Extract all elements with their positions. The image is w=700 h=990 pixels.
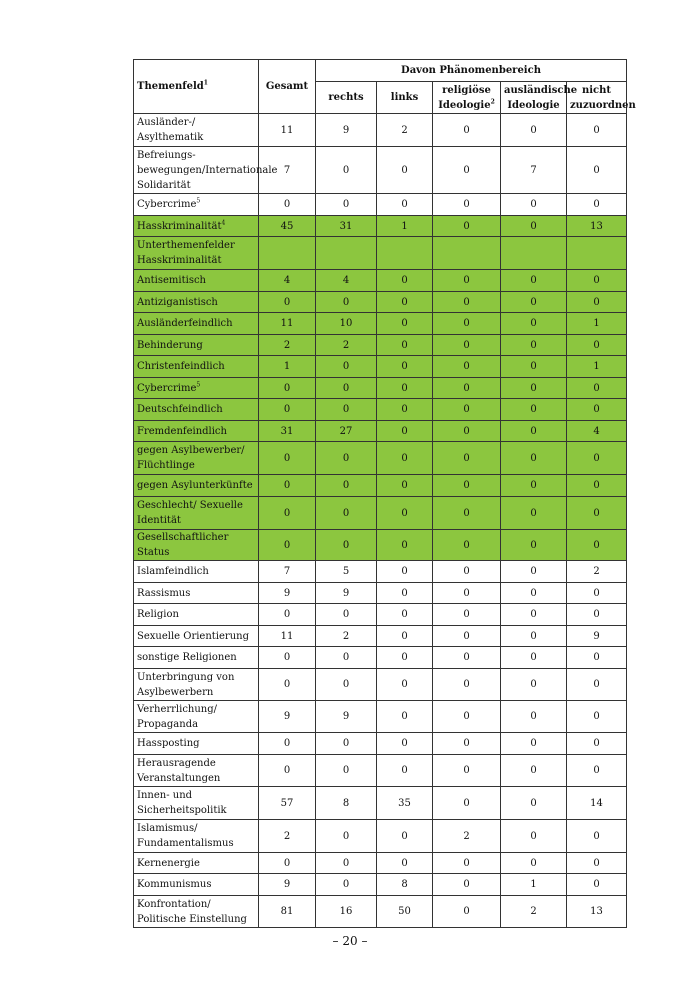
row-label: Geschlecht/ Sexuelle Identität (134, 497, 259, 530)
cell-value: 0 (259, 669, 316, 701)
cell-value: 0 (433, 530, 501, 561)
cell-value: 0 (501, 787, 567, 820)
cell-value: 0 (501, 270, 567, 292)
table-row (134, 399, 627, 421)
cell-value: 27 (316, 421, 377, 442)
cell-value: 0 (567, 497, 627, 530)
cell-value: 0 (377, 497, 433, 530)
row-label: Gesellschaftlicher Status (134, 530, 259, 561)
cell-value: 0 (433, 292, 501, 313)
cell-value: 0 (433, 378, 501, 399)
table-row (134, 874, 627, 896)
cell-value: 0 (501, 604, 567, 626)
cell-value: 0 (377, 669, 433, 701)
cell-value: 0 (316, 530, 377, 561)
cell-value: 0 (501, 647, 567, 669)
cell-value: 0 (501, 853, 567, 874)
row-label: Herausragende Veranstaltungen (134, 755, 259, 787)
cell-value: 0 (501, 561, 567, 583)
cell-value: 9 (567, 626, 627, 647)
cell-value: 0 (316, 399, 377, 421)
table-row (134, 820, 627, 853)
cell-value: 0 (567, 583, 627, 604)
cell-value: 0 (433, 497, 501, 530)
cell-value: 0 (501, 701, 567, 733)
cell-value: 0 (377, 475, 433, 497)
cell-value: 0 (377, 147, 433, 194)
cell-value: 0 (316, 647, 377, 669)
cell-value: 0 (567, 604, 627, 626)
cell-value: 0 (316, 378, 377, 399)
cell-value: 0 (501, 583, 567, 604)
cell-value: 57 (259, 787, 316, 820)
cell-value (433, 237, 501, 270)
cell-value: 0 (567, 669, 627, 701)
cell-value: 9 (259, 701, 316, 733)
cell-value: 0 (433, 787, 501, 820)
cell-value: 1 (259, 356, 316, 378)
cell-value: 0 (433, 313, 501, 335)
cell-value: 0 (433, 194, 501, 216)
cell-value: 0 (377, 561, 433, 583)
row-label: Fremdenfeindlich (134, 421, 259, 442)
row-label: Unterbringung von Asylbewerbern (134, 669, 259, 701)
row-label: Islamismus/ Fundamentalismus (134, 820, 259, 853)
cell-value: 0 (433, 399, 501, 421)
cell-value: 2 (567, 561, 627, 583)
cell-value: 14 (567, 787, 627, 820)
cell-value: 0 (501, 442, 567, 475)
cell-value: 0 (377, 421, 433, 442)
cell-value: 0 (316, 820, 377, 853)
cell-value: 0 (501, 356, 567, 378)
cell-value: 0 (259, 194, 316, 216)
cell-value: 0 (567, 475, 627, 497)
table-row (134, 237, 627, 270)
row-label: Deutschfeindlich (134, 399, 259, 421)
cell-value: 11 (259, 313, 316, 335)
cell-value: 7 (259, 147, 316, 194)
cell-value: 0 (377, 530, 433, 561)
cell-value: 0 (501, 733, 567, 755)
cell-value: 0 (316, 604, 377, 626)
cell-value: 0 (501, 313, 567, 335)
cell-value: 0 (501, 216, 567, 237)
table-row (134, 787, 627, 820)
cell-value: 0 (377, 701, 433, 733)
cell-value: 0 (567, 194, 627, 216)
cell-value: 0 (316, 733, 377, 755)
cell-value: 0 (259, 853, 316, 874)
header-gesamt: Gesamt (259, 60, 316, 114)
cell-value: 0 (377, 194, 433, 216)
cell-value: 2 (259, 820, 316, 853)
cell-value: 0 (259, 604, 316, 626)
cell-value: 0 (567, 853, 627, 874)
cell-value: 0 (433, 421, 501, 442)
cell-value: 9 (316, 701, 377, 733)
cell-value: 0 (567, 442, 627, 475)
cell-value: 0 (433, 755, 501, 787)
cell-value: 0 (501, 626, 567, 647)
header-religioese-ideologie: religiöse Ideologie$^2$ (433, 82, 501, 114)
cell-value: 0 (567, 270, 627, 292)
cell-value: 2 (259, 335, 316, 356)
cell-value: 11 (259, 114, 316, 147)
cell-value: 0 (377, 853, 433, 874)
cell-value: 0 (433, 626, 501, 647)
row-label: Hassposting (134, 733, 259, 755)
cell-value: 0 (259, 475, 316, 497)
cell-value: 0 (501, 755, 567, 787)
row-label: Konfrontation/ Politische Einstellung (134, 896, 259, 928)
cell-value: 0 (316, 874, 377, 896)
cell-value: 1 (567, 313, 627, 335)
cell-value: 0 (259, 755, 316, 787)
cell-value (316, 237, 377, 270)
cell-value: 0 (377, 583, 433, 604)
cell-value: 11 (259, 626, 316, 647)
cell-value: 0 (433, 335, 501, 356)
cell-value: 0 (433, 853, 501, 874)
table-row (134, 421, 627, 442)
row-label: gegen Asylunterkünfte (134, 475, 259, 497)
cell-value: 0 (316, 194, 377, 216)
cell-value: 0 (377, 335, 433, 356)
cell-value: 0 (316, 147, 377, 194)
cell-value: 1 (501, 874, 567, 896)
header-phaenomenbereich: Davon Phänomenbereich (316, 60, 627, 82)
table-row (134, 561, 627, 583)
cell-value: 0 (501, 475, 567, 497)
table-row (134, 583, 627, 604)
cell-value: 1 (567, 356, 627, 378)
row-label: Rassismus (134, 583, 259, 604)
cell-value: 0 (567, 335, 627, 356)
cell-value: 4 (259, 270, 316, 292)
cell-value: 0 (316, 755, 377, 787)
cell-value: 8 (316, 787, 377, 820)
cell-value: 0 (377, 604, 433, 626)
table-row (134, 313, 627, 335)
cell-value: 0 (433, 356, 501, 378)
row-label: Hasskriminalität$^4$ (134, 216, 259, 237)
cell-value: 45 (259, 216, 316, 237)
table-row (134, 292, 627, 313)
row-label: Innen- und Sicherheitspolitik (134, 787, 259, 820)
header-links: links (377, 82, 433, 114)
cell-value: 0 (316, 356, 377, 378)
table-row (134, 194, 627, 216)
cell-value: 0 (377, 270, 433, 292)
cell-value: 0 (501, 421, 567, 442)
cell-value: 13 (567, 896, 627, 928)
cell-value: 0 (433, 442, 501, 475)
cell-value: 0 (567, 647, 627, 669)
cell-value: 0 (567, 733, 627, 755)
table-row (134, 335, 627, 356)
table-row (134, 114, 627, 147)
cell-value: 0 (433, 701, 501, 733)
cell-value: 0 (377, 399, 433, 421)
cell-value: 2 (377, 114, 433, 147)
cell-value: 0 (433, 216, 501, 237)
cell-value: 0 (259, 733, 316, 755)
table-row (134, 853, 627, 874)
table-row (134, 669, 627, 701)
row-label: Antisemitisch (134, 270, 259, 292)
cell-value: 4 (567, 421, 627, 442)
table-row (134, 896, 627, 928)
header-rechts: rechts (316, 82, 377, 114)
cell-value: 0 (377, 378, 433, 399)
cell-value: 0 (567, 755, 627, 787)
cell-value: 0 (501, 335, 567, 356)
row-label: Cybercrime$^5$ (134, 378, 259, 399)
cell-value: 0 (433, 475, 501, 497)
row-label: Islamfeindlich (134, 561, 259, 583)
table-row (134, 626, 627, 647)
cell-value: 0 (433, 896, 501, 928)
cell-value: 13 (567, 216, 627, 237)
cell-value: 2 (316, 335, 377, 356)
cell-value: 0 (377, 820, 433, 853)
cell-value: 9 (259, 874, 316, 896)
row-label: Ausländerfeindlich (134, 313, 259, 335)
cell-value: 0 (433, 669, 501, 701)
cell-value: 0 (567, 530, 627, 561)
row-label: Behinderung (134, 335, 259, 356)
cell-value: 0 (316, 497, 377, 530)
row-label: Unterthemenfelder Hasskriminalität (134, 237, 259, 270)
cell-value: 0 (501, 114, 567, 147)
cell-value: 0 (316, 669, 377, 701)
cell-value: 0 (567, 114, 627, 147)
cell-value: 0 (377, 626, 433, 647)
row-label: Christenfeindlich (134, 356, 259, 378)
cell-value: 0 (259, 647, 316, 669)
cell-value: 8 (377, 874, 433, 896)
table-row (134, 604, 627, 626)
table-row (134, 356, 627, 378)
cell-value: 1 (377, 216, 433, 237)
cell-value: 0 (316, 442, 377, 475)
table-row (134, 378, 627, 399)
cell-value: 0 (501, 292, 567, 313)
cell-value: 0 (433, 733, 501, 755)
cell-value: 9 (316, 114, 377, 147)
cell-value (567, 237, 627, 270)
cell-value: 0 (501, 497, 567, 530)
cell-value: 35 (377, 787, 433, 820)
row-label: gegen Asylbewerber/ Flüchtlinge (134, 442, 259, 475)
cell-value: 0 (501, 820, 567, 853)
table-row (134, 147, 627, 194)
row-label: Sexuelle Orientierung (134, 626, 259, 647)
cell-value: 0 (316, 853, 377, 874)
cell-value: 0 (377, 647, 433, 669)
row-label: Befreiungs-bewegungen/Internationale Solidarität (134, 147, 259, 194)
cell-value: 0 (501, 399, 567, 421)
cell-value: 0 (567, 701, 627, 733)
cell-value: 0 (377, 733, 433, 755)
row-label: Ausländer-/ Asylthematik (134, 114, 259, 147)
table-row (134, 733, 627, 755)
row-label: Verherrlichung/ Propaganda (134, 701, 259, 733)
header-themenfeld: Themenfeld$^1$ (134, 60, 259, 114)
cell-value: 0 (377, 292, 433, 313)
cell-value: 0 (259, 399, 316, 421)
cell-value: 9 (259, 583, 316, 604)
cell-value: 0 (501, 194, 567, 216)
table-row (134, 216, 627, 237)
cell-value: 0 (567, 820, 627, 853)
cell-value (259, 237, 316, 270)
cell-value: 0 (501, 669, 567, 701)
row-label: Antiziganistisch (134, 292, 259, 313)
cell-value: 0 (433, 874, 501, 896)
table-row (134, 497, 627, 530)
cell-value: 0 (567, 399, 627, 421)
table-row (134, 701, 627, 733)
cell-value: 0 (567, 147, 627, 194)
cell-value: 0 (433, 583, 501, 604)
header-nicht-zuzuordnen: nicht zuzuordnen (567, 82, 627, 114)
cell-value: 0 (259, 530, 316, 561)
cell-value: 0 (259, 378, 316, 399)
cell-value: 0 (259, 442, 316, 475)
cell-value: 0 (433, 647, 501, 669)
cell-value: 81 (259, 896, 316, 928)
row-label: Religion (134, 604, 259, 626)
cell-value: 0 (316, 475, 377, 497)
cell-value: 31 (316, 216, 377, 237)
header-auslaendische-ideologie: ausländische Ideologie (501, 82, 567, 114)
cell-value: 0 (259, 497, 316, 530)
row-label: sonstige Religionen (134, 647, 259, 669)
cell-value: 5 (316, 561, 377, 583)
cell-value: 0 (377, 356, 433, 378)
cell-value: 0 (567, 874, 627, 896)
cell-value: 0 (433, 114, 501, 147)
table-row (134, 530, 627, 561)
table-row (134, 442, 627, 475)
cell-value: 9 (316, 583, 377, 604)
cell-value: 0 (501, 378, 567, 399)
cell-value (501, 237, 567, 270)
cell-value: 2 (501, 896, 567, 928)
cell-value: 0 (377, 442, 433, 475)
cell-value: 31 (259, 421, 316, 442)
cell-value: 0 (501, 530, 567, 561)
cell-value: 0 (433, 147, 501, 194)
table-row (134, 647, 627, 669)
table-row (134, 755, 627, 787)
cell-value: 7 (259, 561, 316, 583)
cell-value: 0 (259, 292, 316, 313)
cell-value: 0 (377, 755, 433, 787)
cell-value (377, 237, 433, 270)
cell-value: 0 (567, 378, 627, 399)
cell-value: 2 (316, 626, 377, 647)
cell-value: 0 (433, 561, 501, 583)
table-row (134, 475, 627, 497)
cell-value: 4 (316, 270, 377, 292)
page-number: – 20 – (332, 934, 368, 948)
cell-value: 7 (501, 147, 567, 194)
row-label: Kommunismus (134, 874, 259, 896)
row-label: Cybercrime$^5$ (134, 194, 259, 216)
table-row (134, 270, 627, 292)
cell-value: 16 (316, 896, 377, 928)
cell-value: 10 (316, 313, 377, 335)
cell-value: 0 (377, 313, 433, 335)
statistics-table (133, 59, 636, 928)
row-label: Kernenergie (134, 853, 259, 874)
cell-value: 0 (433, 604, 501, 626)
cell-value: 0 (567, 292, 627, 313)
cell-value: 0 (316, 292, 377, 313)
cell-value: 0 (433, 270, 501, 292)
cell-value: 50 (377, 896, 433, 928)
cell-value: 2 (433, 820, 501, 853)
